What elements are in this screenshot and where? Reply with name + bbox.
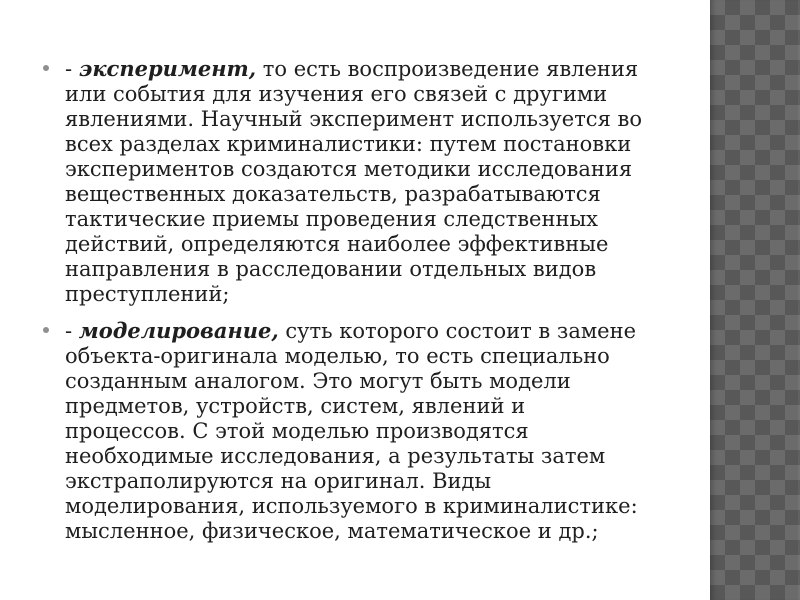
bullet-term: эксперимент, — [78, 56, 257, 81]
list-item — [42, 56, 648, 307]
list-item — [42, 318, 648, 544]
bullet-body-text: то есть воспроизведение явления или события для изучения его связей с другими явлениями. Научный эксперимент используется во всех разделах криминалистики: путем постановки экспериментов создаются методики исследования вещественных доказательств, разрабатываются тактические приемы проведения следственных действий, определяются наиболее эффективные направления в расследовании отдельных видов преступлений; — [65, 57, 642, 306]
bullet-term: моделирование, — [78, 318, 279, 343]
bullet-dash: - — [65, 319, 79, 343]
decorative-diamond-strip — [710, 0, 800, 600]
bullet-body-text: суть которого состоит в замене объекта-оригинала моделью, то есть специально созданным аналогом. Это могут быть модели предметов, устройств, систем, явлений и процессов. С этой моделью производятся необходимые исследования, а результаты затем экстраполируются на оригинал. Виды моделирования, используемого в криминалистике: мысленное, физическое, математическое и др.; — [65, 319, 638, 543]
bullet-icon — [43, 327, 49, 333]
bullet-dash: - — [65, 57, 79, 81]
bullet-icon — [43, 65, 49, 71]
slide-body — [42, 56, 648, 555]
bullet-paragraph — [65, 56, 648, 307]
bullet-paragraph — [65, 318, 648, 544]
